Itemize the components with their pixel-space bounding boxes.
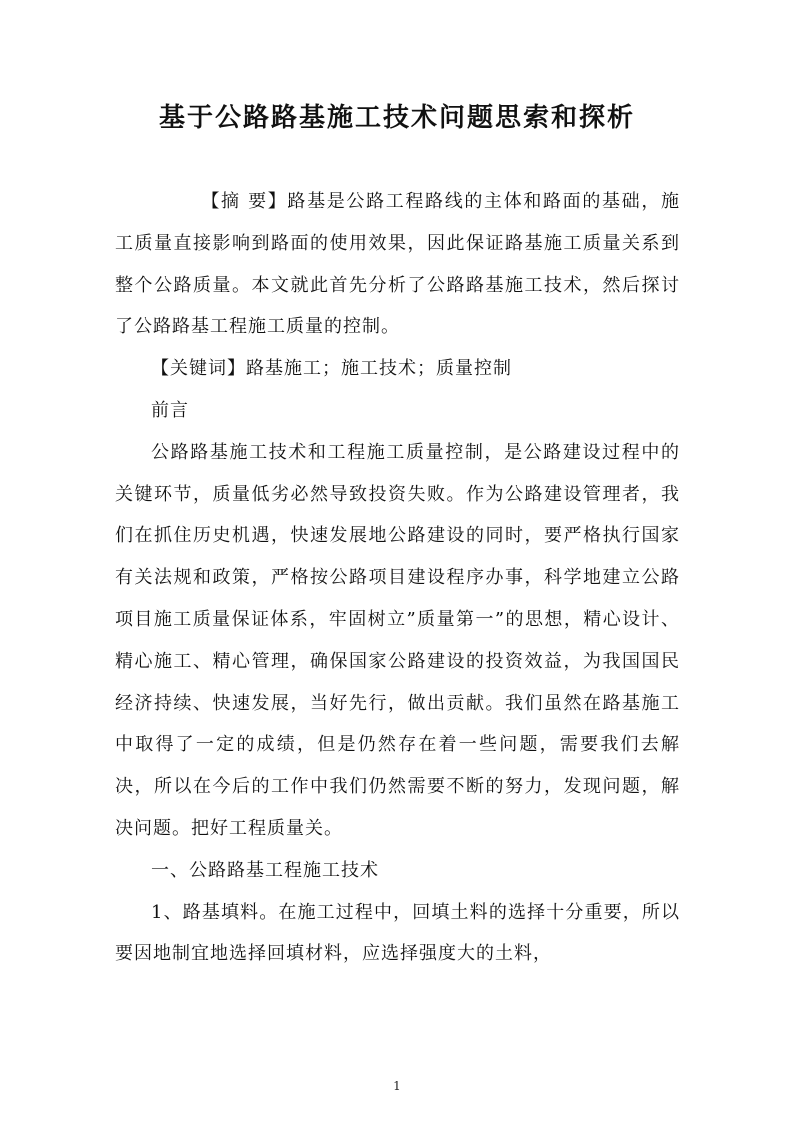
abstract-label: 【摘 要】 [201,191,288,212]
document-title: 基于公路路基施工技术问题思索和探析 [158,103,635,133]
document-body [115,181,680,975]
keywords-text: 路基施工；施工技术；质量控制 [246,358,512,380]
abstract-paragraph [115,181,680,348]
keywords-paragraph [115,348,680,390]
page-number: 1 [393,1079,401,1093]
section-paragraph: 1、路基填料。在施工过程中，回填土料的选择十分重要，所以要因地制宜地选择回填材料，应选择强度大的土料， [115,901,680,965]
keywords-label: 【关键词】 [151,358,246,380]
preface-heading: 前言 [151,399,189,421]
abstract-text: 路基是公路工程路线的主体和路面的基础，施工质量直接影响到路面的使用效果，因此保证路基施工质量关系到整个公路质量。本文就此首先分析了公路路基施工技术，然后探讨了公路路基工程施工质量的控制。 [115,191,680,338]
section-heading: 一、公路路基工程施工技术 [151,859,379,881]
preface-paragraph: 公路路基施工技术和工程施工质量控制，是公路建设过程中的关键环节，质量低劣必然导致投资失败。作为公路建设管理者，我们在抓住历史机遇，快速发展地公路建设的同时，要严格执行国家有关法规和政策，严格按公路项目建设程序办事，科学地建立公路项目施工质量保证体系，牢固树立”质量第一”的思想，精心设计、精心施工、精心管理，确保国家公路建设的投资效益，为我国国民经济持续、快速发展，当好先行，做出贡献。我们虽然在路基施工中取得了一定的成绩，但是仍然存在着一些问题，需要我们去解决，所以在今后的工作中我们仍然需要不断的努力，发现问题，解决问题。把好工程质量关。 [115,441,680,839]
